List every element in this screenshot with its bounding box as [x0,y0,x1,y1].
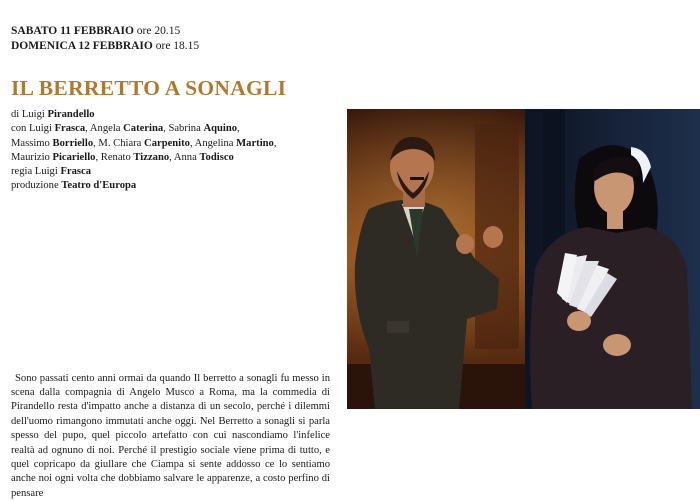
cast-line: Massimo Borriello, M. Chiara Carpenito, Angelina Martino, [11,137,277,149]
stage-photo [347,109,700,409]
page-title: IL BERRETTO A SONAGLI [11,76,287,100]
description: Sono passati cento anni ormai da quando Il berretto a sonagli fu messo in scena dalla compagnia di Angelo Musco a Roma, ma la commedia di Pirandello resta d'impatto anche a distanza di un secolo, perché i dilemmi dell'uomo rimangono immutati anche oggi. Nel Berretto a sonagli si parla spesso del pupo, quel piccolo artefatto con cui nascondiamo l'infelice realtà ad ognuno di noi. Perché il prestigio sociale viene prima di tutto, e quel copricapo da giullare che Ciampa si sente addosso ce lo sentiamo anche noi ogni volta che dobbiamo salvare le apparenze, a costo perfino di pensare [11,372,330,499]
schedule-time: ore 18.15 [155,40,200,52]
schedule-day: DOMENICA 12 FEBBRAIO [11,40,153,52]
schedule-day: SABATO 11 FEBBRAIO [11,25,134,37]
schedule-row [11,39,199,54]
cast-line: Maurizio Picariello, Renato Tizzano, Anna Todisco [11,151,234,163]
author-line: di Luigi Pirandello [11,109,95,120]
production-name: Teatro d'Europa [61,180,137,192]
credits [11,108,336,194]
author-name: Pirandello [47,109,95,120]
schedule-time: ore 20.15 [136,25,181,37]
schedule [11,24,199,54]
director-name: Frasca [60,166,92,178]
production-line: produzione Teatro d'Europa [11,180,137,192]
schedule-row [11,24,199,39]
cast-line: con Luigi Frasca, Angela Caterina, Sabrina Aquino, [11,123,240,135]
director-line: regia Luigi Frasca [11,166,92,178]
